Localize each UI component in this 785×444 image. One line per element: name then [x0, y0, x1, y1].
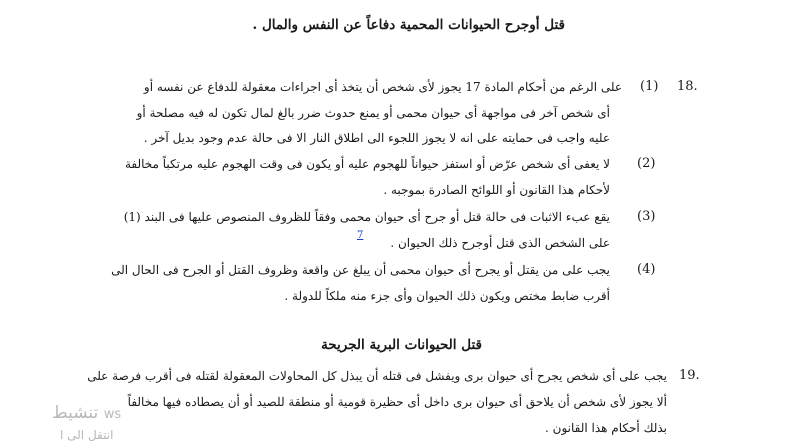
- watermark-line1: تنشيط: [52, 403, 99, 423]
- item-number: (4): [637, 262, 656, 277]
- section-heading: قتل أوجرح الحيوانات المحمية دفاعاً عن النفس والمال .: [252, 17, 565, 33]
- text-line: يجب على من يقتل أو يجرح أى حيوان محمى أن يبلغ عن واقعة وظروف القتل أو الجرح فى الحال الى: [111, 263, 610, 277]
- footnote-reference[interactable]: 7: [357, 230, 364, 241]
- activation-watermark: [52, 403, 121, 423]
- article-number: 19.: [679, 368, 700, 383]
- item-number: (1): [640, 79, 659, 94]
- item-number: (2): [637, 156, 656, 171]
- text-line: لا يعفى أى شخص عرّض أو استفز حيواناً للهجوم عليه أو يكون فى وقت الهجوم عليه مرتكباً مخالفة: [124, 157, 610, 171]
- text-line: عليه واجب فى حمايته على انه لا يجوز اللجوء الى اطلاق النار الا فى حالة عدم وجود بديل آخر .: [143, 131, 610, 145]
- text-line: أى شخص آخر فى مواجهة أى حيوان محمى أو يمنع حدوث ضرر بالغ لمال تكون له فيه مصلحة أو: [136, 106, 610, 120]
- activation-watermark-line2: انتقل الى ا: [60, 428, 114, 442]
- text-line: يجب على أى شخص يجرح أى حيوان برى ويفشل فى قتله أن يبذل كل المحاولات المعقولة لقتله فى أقرب فرصة على: [87, 369, 667, 383]
- item-number: (3): [637, 209, 656, 224]
- article-number: 18.: [677, 79, 698, 94]
- text-line: ألا يجوز لأى شخص أن يلاحق أى حيوان برى داخل أى حظيرة قومية أو منطقة للصيد أو أن يصطاده فيها مخالفاً: [127, 395, 667, 409]
- text-line: على الشخص الذى قتل أوجرح ذلك الحيوان .: [390, 236, 610, 250]
- text-line: بذلك أحكام هذا القانون .: [545, 421, 667, 435]
- text-line: على الرغم من أحكام المادة 17 يجوز لأى شخص أن يتخذ أى اجراءات معقولة للدفاع عن نفسه أو: [143, 80, 622, 94]
- text-line: لأحكام هذا القانون أو اللوائح الصادرة بموجبه .: [383, 183, 610, 197]
- text-line: أقرب ضابط مختص ويكون ذلك الحيوان وأى جزء منه ملكاً للدولة .: [284, 289, 610, 303]
- text-line: يقع عبء الاثبات فى حالة قتل أو جرح أى حيوان محمى وفقاً للظروف المنصوص عليها فى البند (1): [123, 210, 610, 224]
- watermark-suffix: ws: [103, 407, 122, 422]
- section-heading: قتل الحيوانات البرية الجريحة: [321, 337, 482, 353]
